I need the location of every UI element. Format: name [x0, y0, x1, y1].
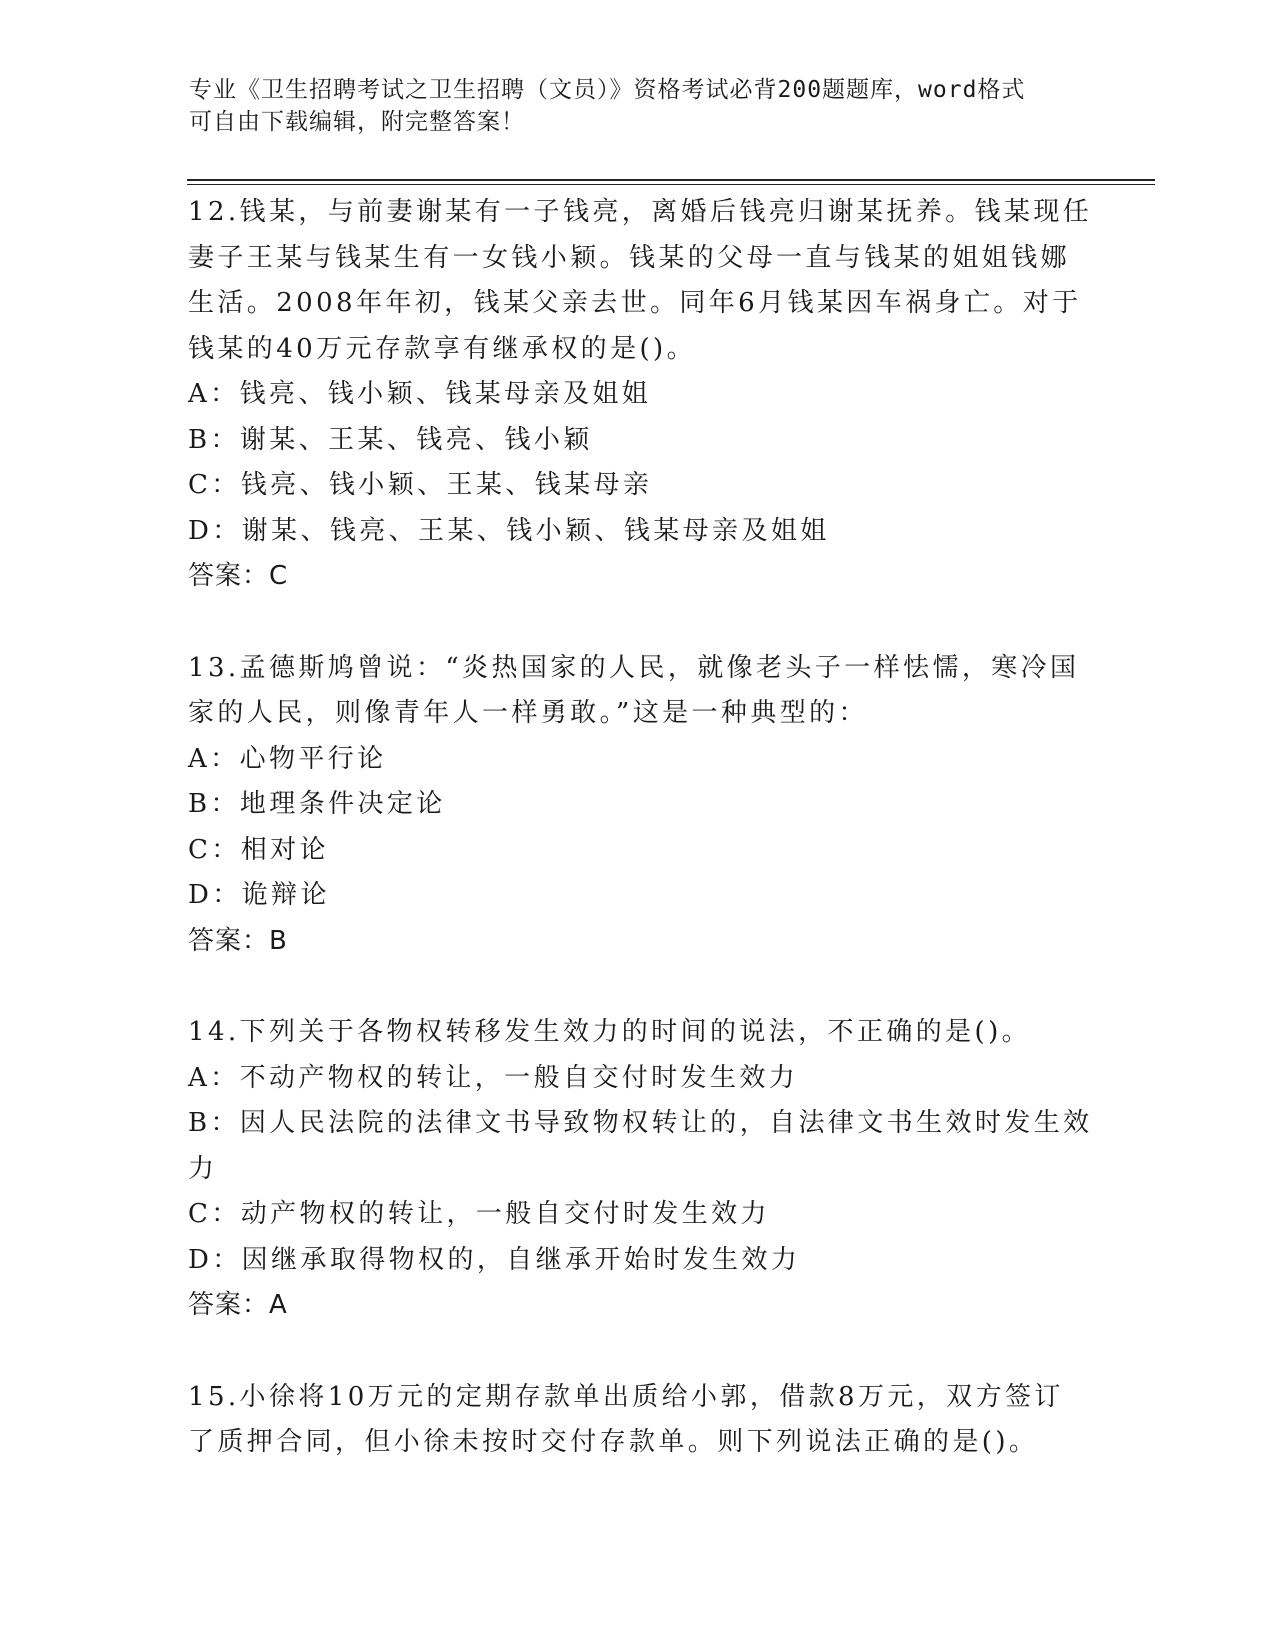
option-c: C：钱亮、钱小颖、王某、钱某母亲 [188, 470, 653, 500]
answer-line: 答案：C [188, 561, 289, 591]
option-d: D：因继承取得物权的，自继承开始时发生效力 [188, 1244, 801, 1275]
question-stem-line: 家的人民，则像青年人一样勇敢。”这是一种典型的： [188, 698, 868, 728]
header-title-line-1: 专业《卫生招聘考试之卫生招聘（文员）》资格考试必背200题题库，word格式 [189, 77, 1026, 103]
question-stem-line: 妻子王某与钱某生有一女钱小颖。钱某的父母一直与钱某的姐姐钱娜 [188, 242, 1071, 273]
question-list [188, 190, 1093, 1512]
answer-line: 答案：A [188, 1290, 288, 1320]
option-d: D：谢某、钱亮、王某、钱小颖、钱某母亲及姐姐 [188, 515, 830, 546]
header-divider-thick [187, 179, 1155, 181]
option-a: A：不动产物权的转让，一般自交付时发生效力 [188, 1062, 799, 1093]
question-stem-line: 15.小徐将10万元的定期存款单出质给小郭，借款8万元，双方签订 [188, 1381, 1064, 1412]
question-stem-line: 13.孟德斯鸠曾说：“炎热国家的人民，就像老头子一样怯懦，寒冷国 [188, 652, 1080, 683]
option-b: B：因人民法院的法律文书导致物权转让的，自法律文书生效时发生效 [188, 1108, 1093, 1138]
option-c: C：相对论 [188, 834, 329, 865]
option-c: C：动产物权的转让，一般自交付时发生效力 [188, 1199, 770, 1229]
question-stem-line: 12.钱某，与前妻谢某有一子钱亮，离婚后钱亮归谢某抚养。钱某现任 [188, 197, 1093, 227]
question-13 [188, 646, 1088, 965]
question-stem-line: 14.下列关于各物权转移发生效力的时间的说法，不正确的是()。 [188, 1017, 1032, 1047]
question-stem-line: 了质押合同，但小徐未按时交付存款单。则下列说法正确的是()。 [188, 1427, 1039, 1457]
header-title-line-2: 可自由下载编辑，附完整答案！ [189, 109, 525, 135]
option-b: B：谢某、王某、钱亮、钱小颖 [188, 424, 593, 455]
question-15 [188, 1375, 1088, 1466]
header-divider-thin [187, 184, 1155, 185]
option-d: D：诡辩论 [188, 880, 330, 910]
question-stem-line: 钱某的40万元存款享有继承权的是()。 [188, 333, 696, 364]
option-a: A：心物平行论 [188, 743, 387, 774]
option-b: B：地理条件决定论 [188, 789, 446, 819]
question-stem-line: 生活。2008年年初，钱某父亲去世。同年6月钱某因车祸身亡。对于 [188, 288, 1082, 318]
answer-line: 答案：B [188, 925, 288, 956]
document-header [189, 74, 1069, 138]
option-a: A：钱亮、钱小颖、钱某母亲及姐姐 [188, 379, 652, 409]
question-12 [188, 190, 1093, 600]
option-b-continuation: 力 [188, 1153, 218, 1184]
question-14 [188, 1010, 1093, 1329]
